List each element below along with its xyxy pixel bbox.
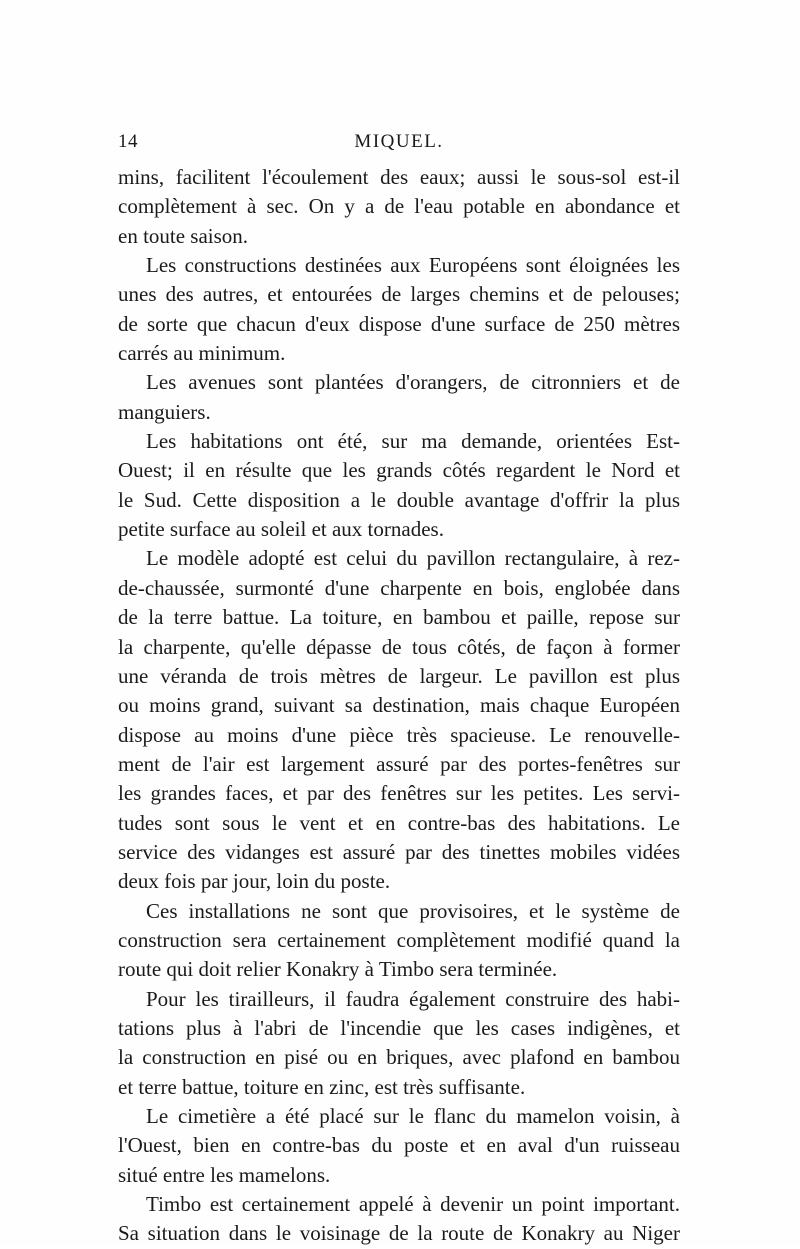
text-line: ou moins grand, suivant sa destination, mais chaque Européen <box>118 693 680 718</box>
text-line: une véranda de trois mètres de largeur. Le pavillon est plus <box>118 663 680 688</box>
text-line: deux fois par jour, loin du poste. <box>118 869 391 894</box>
text-line: Ouest; il en résulte que les grands côtés regardent le Nord et <box>118 458 680 483</box>
running-title: MIQUEL. <box>354 131 444 152</box>
text-line: Timbo est certainement appelé à devenir un point important. <box>146 1192 680 1217</box>
text-line: Pour les tirailleurs, il faudra également construire des habi- <box>146 986 680 1011</box>
text-line: la charpente, qu'elle dépasse de tous côtés, de façon à former <box>118 634 680 659</box>
running-head <box>118 131 680 157</box>
text-line: service des vidanges est assuré par des tinettes mobiles vidées <box>118 839 680 864</box>
text-line: ment de l'air est largement assuré par des portes-fenêtres sur <box>118 751 680 776</box>
text-line: de-chaussée, surmonté d'une charpente en bois, englobée dans <box>118 575 680 600</box>
text-line: Ces installations ne sont que provisoires, et le système de <box>146 898 680 923</box>
page-number: 14 <box>118 131 138 152</box>
text-line: complètement à sec. On y a de l'eau potable en abondance et <box>118 194 680 219</box>
text-line: de la terre battue. La toiture, en bambou et paille, repose sur <box>118 605 680 630</box>
text-line: l'Ouest, bien en contre-bas du poste et en aval d'un ruisseau <box>118 1133 680 1158</box>
text-line: tations plus à l'abri de l'incendie que les cases indigènes, et <box>118 1015 680 1040</box>
text-line: Les constructions destinées aux Européens sont éloignées les <box>146 253 680 278</box>
text-line: la construction en pisé ou en briques, avec plafond en bambou <box>118 1045 680 1070</box>
text-line: construction sera certainement complètement modifié quand la <box>118 927 680 952</box>
text-line: les grandes faces, et par des fenêtres sur les petites. Les servi- <box>118 781 680 806</box>
text-line: mins, facilitent l'écoulement des eaux; aussi le sous-sol est-il <box>118 165 680 189</box>
text-line: dispose au moins d'une pièce très spacieuse. Le renouvelle- <box>118 722 680 747</box>
text-line: unes des autres, et entourées de larges chemins et de pelouses; <box>118 282 680 307</box>
text-line: tudes sont sous le vent et en contre-bas des habitations. Le <box>118 810 680 835</box>
text-line: et terre battue, toiture en zinc, est très suffisante. <box>118 1074 526 1099</box>
body-text <box>118 163 680 1249</box>
text-line: manguiers. <box>118 399 211 424</box>
text-line: Les avenues sont plantées d'orangers, de citronniers et de <box>146 370 680 395</box>
text-line: Les habitations ont été, sur ma demande, orientées Est- <box>146 429 680 454</box>
text-line: Sa situation dans le voisinage de la route de Konakry au Niger <box>118 1221 680 1246</box>
text-line: en toute saison. <box>118 223 249 248</box>
text-line: le Sud. Cette disposition a le double avantage d'offrir la plus <box>118 487 680 512</box>
text-line: petite surface au soleil et aux tornades. <box>118 517 444 542</box>
text-line: Le modèle adopté est celui du pavillon rectangulaire, à rez- <box>146 546 680 571</box>
text-line: situé entre les mamelons. <box>118 1162 331 1187</box>
text-line: route qui doit relier Konakry à Timbo sera terminée. <box>118 957 558 982</box>
text-line: de sorte que chacun d'eux dispose d'une surface de 250 mètres <box>118 311 680 336</box>
text-line: Le cimetière a été placé sur le flanc du mamelon voisin, à <box>146 1104 680 1128</box>
text-line: carrés au minimum. <box>118 341 286 366</box>
